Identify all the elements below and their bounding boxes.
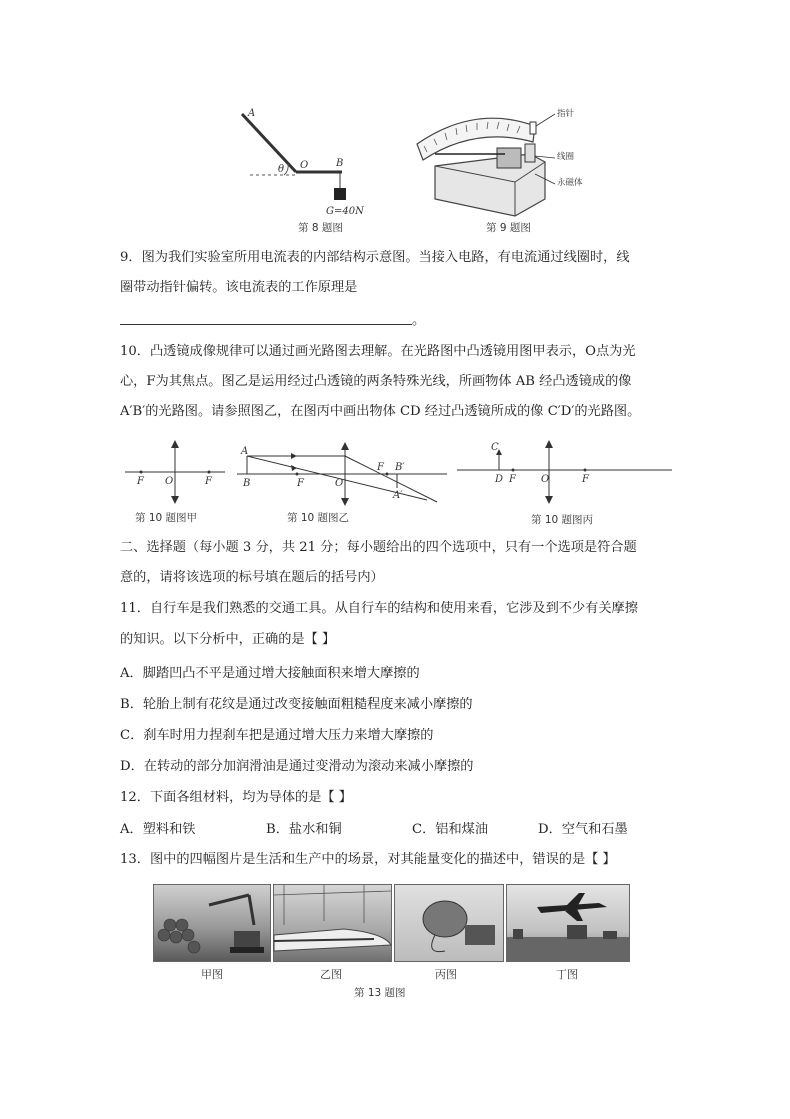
fig13-caption: 第 13 题图 xyxy=(354,987,406,999)
figure-8-lever xyxy=(230,100,364,225)
q10-line-1: 10．凸透镜成像规律可以通过画光路图去理解。在光路图中凸透镜用图甲表示，O点为光 xyxy=(120,344,636,359)
q12-option-a[interactable]: A．塑料和铁 xyxy=(120,822,196,837)
photo-ding-airplane xyxy=(506,884,630,962)
q9-answer-blank[interactable] xyxy=(120,324,412,325)
q11-line-1: 11．自行车是我们熟悉的交通工具。从自行车的结构和使用来看，它涉及到不少有关摩擦 xyxy=(120,601,638,616)
fig8-weight-label: G=40N xyxy=(326,206,364,217)
fig10a-caption: 第 10 题图甲 xyxy=(135,512,198,524)
fig8-label-b: B xyxy=(336,158,344,169)
fig10a-f2: F xyxy=(205,476,212,487)
q12-option-b[interactable]: B．盐水和铜 xyxy=(266,822,342,837)
q12-option-c[interactable]: C．铝和煤油 xyxy=(412,822,489,837)
q11-line-2: 的知识。以下分析中，正确的是【 】 xyxy=(120,632,336,647)
fig10c-f2: F xyxy=(582,474,589,485)
figure-9-ammeter xyxy=(405,104,565,219)
fig8-label-o: O xyxy=(300,160,309,171)
section-2-heading-line-2: 意的，请将该选项的标号填在题后的括号内） xyxy=(120,570,384,585)
fig10a-o: O xyxy=(165,476,174,487)
fig9-label-needle: 指针 xyxy=(557,109,575,119)
fig9-label-coil: 线圈 xyxy=(557,152,575,162)
q10-line-3: A′B′的光路图。请参照图乙，在图丙中画出物体 CD 经过凸透镜所成的像 C′D′的光路图。 xyxy=(120,404,641,419)
fig10b-f1: F xyxy=(297,478,304,489)
fig10c-caption: 第 10 题图丙 xyxy=(531,514,594,526)
q9-line-2: 圈带动指针偏转。该电流表的工作原理是 xyxy=(120,280,358,295)
fig10b-a2: A′ xyxy=(393,490,403,501)
q9-end-mark: 。 xyxy=(412,313,426,328)
fig10b-a: A xyxy=(241,446,249,457)
fig13-label-yi: 乙图 xyxy=(320,968,342,981)
q10-line-2: 心，F为其焦点。图乙是运用经过凸透镜的两条特殊光线，所画物体 AB 经凸透镜成的像 xyxy=(120,374,632,389)
fig13-label-jia: 甲图 xyxy=(201,968,223,981)
q11-option-b[interactable]: B．轮胎上制有花纹是通过改变接触面粗糙程度来减小摩擦的 xyxy=(120,697,473,712)
q12-option-d[interactable]: D．空气和石墨 xyxy=(538,822,628,837)
q11-option-a[interactable]: A．脚踏凹凸不平是通过增大接触面积来增大摩擦的 xyxy=(120,666,420,681)
figure-10a-lens xyxy=(125,438,225,508)
fig10c-o: O xyxy=(541,474,550,485)
fig13-label-bing: 丙图 xyxy=(435,968,457,981)
fig10b-caption: 第 10 题图乙 xyxy=(287,512,350,524)
fig8-label-theta: θ xyxy=(278,164,285,175)
fig10b-b: B xyxy=(243,478,251,489)
fig13-label-ding: 丁图 xyxy=(556,968,578,981)
figure-10b-ray-diagram xyxy=(237,440,447,506)
q9-line-1: 9．图为我们实验室所用电流表的内部结构示意图。当接入电路，有电流通过线圈时，线 xyxy=(120,250,630,265)
section-2-heading-line-1: 二、选择题（每小题 3 分，共 21 分；每小题给出的四个选项中，只有一个选项是符合题 xyxy=(120,540,637,555)
q11-option-c[interactable]: C．刹车时用力捏刹车把是通过增大压力来增大摩擦的 xyxy=(120,728,434,743)
fig10a-f1: F xyxy=(137,476,144,487)
fig10c-f1: F xyxy=(509,474,516,485)
figure-10c-lens xyxy=(457,438,672,508)
fig10b-o: O xyxy=(335,478,344,489)
fig9-label-magnet: 永磁体 xyxy=(557,178,583,188)
q11-option-d[interactable]: D．在转动的部分加润滑油是通过变滑动为滚动来减小摩擦的 xyxy=(120,759,474,774)
fig10b-b2: B′ xyxy=(395,462,405,473)
fig8-label-a: A xyxy=(248,108,256,119)
q13-stem: 13．图中的四幅图片是生活和生产中的场景，对其能量变化的描述中，错误的是【 】 xyxy=(120,852,616,867)
photo-bing-hand-generator xyxy=(394,884,504,962)
fig9-caption: 第 9 题图 xyxy=(486,222,531,234)
photo-jia-logging xyxy=(153,884,271,962)
fig10c-d: D xyxy=(495,474,504,485)
photo-yi-train xyxy=(273,884,392,962)
fig8-caption: 第 8 题图 xyxy=(298,222,343,234)
fig10c-c: C xyxy=(491,442,499,453)
q12-stem: 12．下面各组材料，均为导体的是【 】 xyxy=(120,790,352,805)
fig10b-f2: F xyxy=(377,462,384,473)
